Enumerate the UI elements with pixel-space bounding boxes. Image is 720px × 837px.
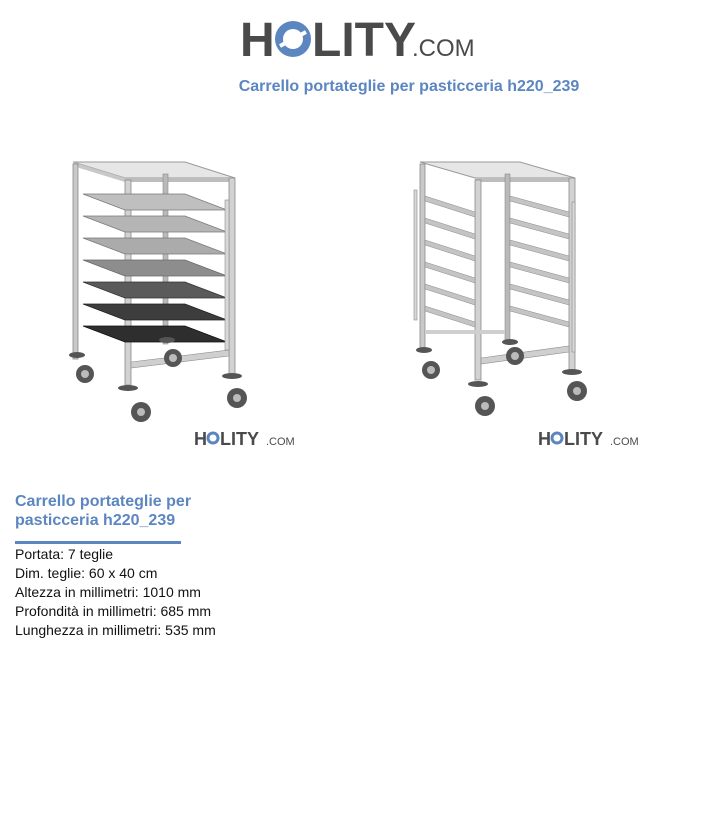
tray-runners — [425, 196, 569, 327]
logo-letters-lity: LITY — [312, 14, 416, 67]
product-name-line2: pasticceria h220_239 — [15, 512, 176, 529]
svg-text:H: H — [538, 429, 551, 449]
product-name — [15, 492, 245, 530]
title-underline — [15, 541, 181, 544]
tray-stack — [83, 194, 227, 342]
spec-item-depth: Profondità in millimetri: 685 mm — [15, 603, 212, 619]
svg-text:H: H — [194, 429, 207, 449]
svg-text:LITY: LITY — [564, 429, 603, 449]
holity-logo — [240, 10, 485, 70]
spec-item-tray-size: Dim. teglie: 60 x 40 cm — [15, 565, 158, 581]
svg-text:.COM: .COM — [610, 436, 639, 448]
svg-text:.COM: .COM — [266, 436, 295, 448]
spec-item-height: Altezza in millimetri: 1010 mm — [15, 584, 201, 600]
spec-list — [15, 545, 216, 640]
caster-wheels — [69, 337, 247, 422]
product-image-with-trays — [55, 150, 265, 430]
product-name-line1: Carrello portateglie per — [15, 493, 192, 510]
holity-watermark-logo — [538, 427, 648, 451]
logo-globe-icon — [275, 21, 311, 57]
page-title: Carrello portateglie per pasticceria h220_239 — [238, 78, 580, 95]
logo-letter-h: H — [240, 14, 275, 67]
spec-item-capacity: Portata: 7 teglie — [15, 546, 114, 562]
holity-watermark-logo — [194, 427, 304, 451]
product-image-empty-frame — [400, 150, 600, 430]
spec-item-length: Lunghezza in millimetri: 535 mm — [15, 622, 216, 638]
logo-suffix: .COM — [412, 35, 475, 62]
svg-text:LITY: LITY — [220, 429, 259, 449]
